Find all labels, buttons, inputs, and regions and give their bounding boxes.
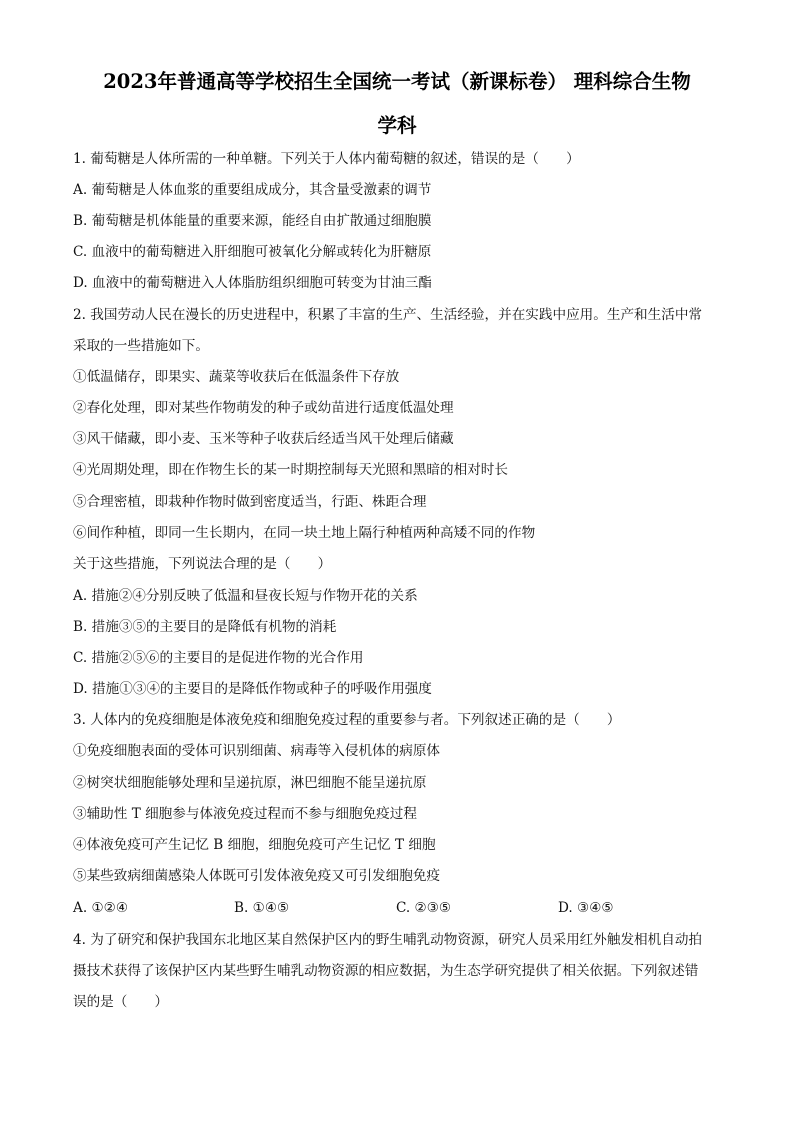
question-2-item-6: ⑥间作种植，即同一生长期内，在同一块土地上隔行种植两种高矮不同的作物 [73,525,536,541]
question-2-item-2: ②春化处理，即对某些作物萌发的种子或幼苗进行适度低温处理 [73,400,454,416]
question-3-option-c: C. ②③⑤ [396,900,452,916]
question-2-stem-line-1: 2. 我国劳动人民在漫长的历史进程中，积累了丰富的生产、生活经验，并在实践中应用。生产和生活中常 [73,307,703,323]
question-2-stem-line-2: 采取的一些措施如下。 [73,338,209,354]
question-3-item-4: ④体液免疫可产生记忆 B 细胞，细胞免疫可产生记忆 T 细胞 [73,837,436,853]
question-1-stem: 1. 葡萄糖是人体所需的一种单糖。下列关于人体内葡萄糖的叙述，错误的是（ ） [73,151,580,167]
question-4-stem-line-3: 误的是（ ） [73,994,169,1010]
question-2-item-3: ③风干储藏，即小麦、玉米等种子收获后经适当风干处理后储藏 [73,431,454,447]
question-1-option-a: A. 葡萄糖是人体血浆的重要组成成分，其含量受激素的调节 [73,182,432,198]
question-3-option-d: D. ③④⑤ [558,900,614,916]
question-1-option-d: D. 血液中的葡萄糖进入人体脂肪组织细胞可转变为甘油三酯 [73,275,432,291]
question-3-item-1: ①免疫细胞表面的受体可识别细菌、病毒等入侵机体的病原体 [73,743,441,759]
question-3-item-3: ③辅助性 T 细胞参与体液免疫过程而不参与细胞免疫过程 [73,806,417,822]
question-3-stem: 3. 人体内的免疫细胞是体液免疫和细胞免疫过程的重要参与者。下列叙述正确的是（ ） [73,712,621,728]
question-3-option-b: B. ①④⑤ [234,900,290,916]
question-3-options [73,899,733,917]
question-2-option-b: B. 措施③⑤的主要目的是降低有机物的消耗 [73,619,337,635]
question-2-item-5: ⑤合理密植，即栽种作物时做到密度适当，行距、株距合理 [73,494,427,510]
question-1-option-c: C. 血液中的葡萄糖进入肝细胞可被氧化分解或转化为肝糖原 [73,244,432,260]
question-3-item-2: ②树突状细胞能够处理和呈递抗原，淋巴细胞不能呈递抗原 [73,775,427,791]
question-2-item-4: ④光周期处理，即在作物生长的某一时期控制每天光照和黑暗的相对时长 [73,462,508,478]
question-1-option-b: B. 葡萄糖是机体能量的重要来源，能经自由扩散通过细胞膜 [73,213,432,229]
question-2-option-d: D. 措施①③④的主要目的是降低作物或种子的呼吸作用强度 [73,681,432,697]
question-3-option-a: A. ①②④ [73,900,129,916]
question-4-stem-line-2: 摄技术获得了该保护区内某些野生哺乳动物资源的相应数据，为生态学研究提供了相关依据。下列叙述错 [73,963,699,979]
page-title: 2023年普通高等学校招生全国统一考试（新课标卷） 理科综合生物 [103,70,691,93]
page-title-subject: 学科 [377,114,417,137]
question-2-option-a: A. 措施②④分别反映了低温和昼夜长短与作物开花的关系 [73,588,418,604]
question-2-option-c: C. 措施②⑤⑥的主要目的是促进作物的光合作用 [73,650,364,666]
question-3-item-5: ⑤某些致病细菌感染人体既可引发体液免疫又可引发细胞免疫 [73,868,441,884]
question-2-prompt: 关于这些措施，下列说法合理的是（ ） [73,556,332,572]
question-2-item-1: ①低温储存，即果实、蔬菜等收获后在低温条件下存放 [73,369,400,385]
question-4-stem-line-1: 4. 为了研究和保护我国东北地区某自然保护区内的野生哺乳动物资源，研究人员采用红外触发相机自动拍 [73,932,703,948]
